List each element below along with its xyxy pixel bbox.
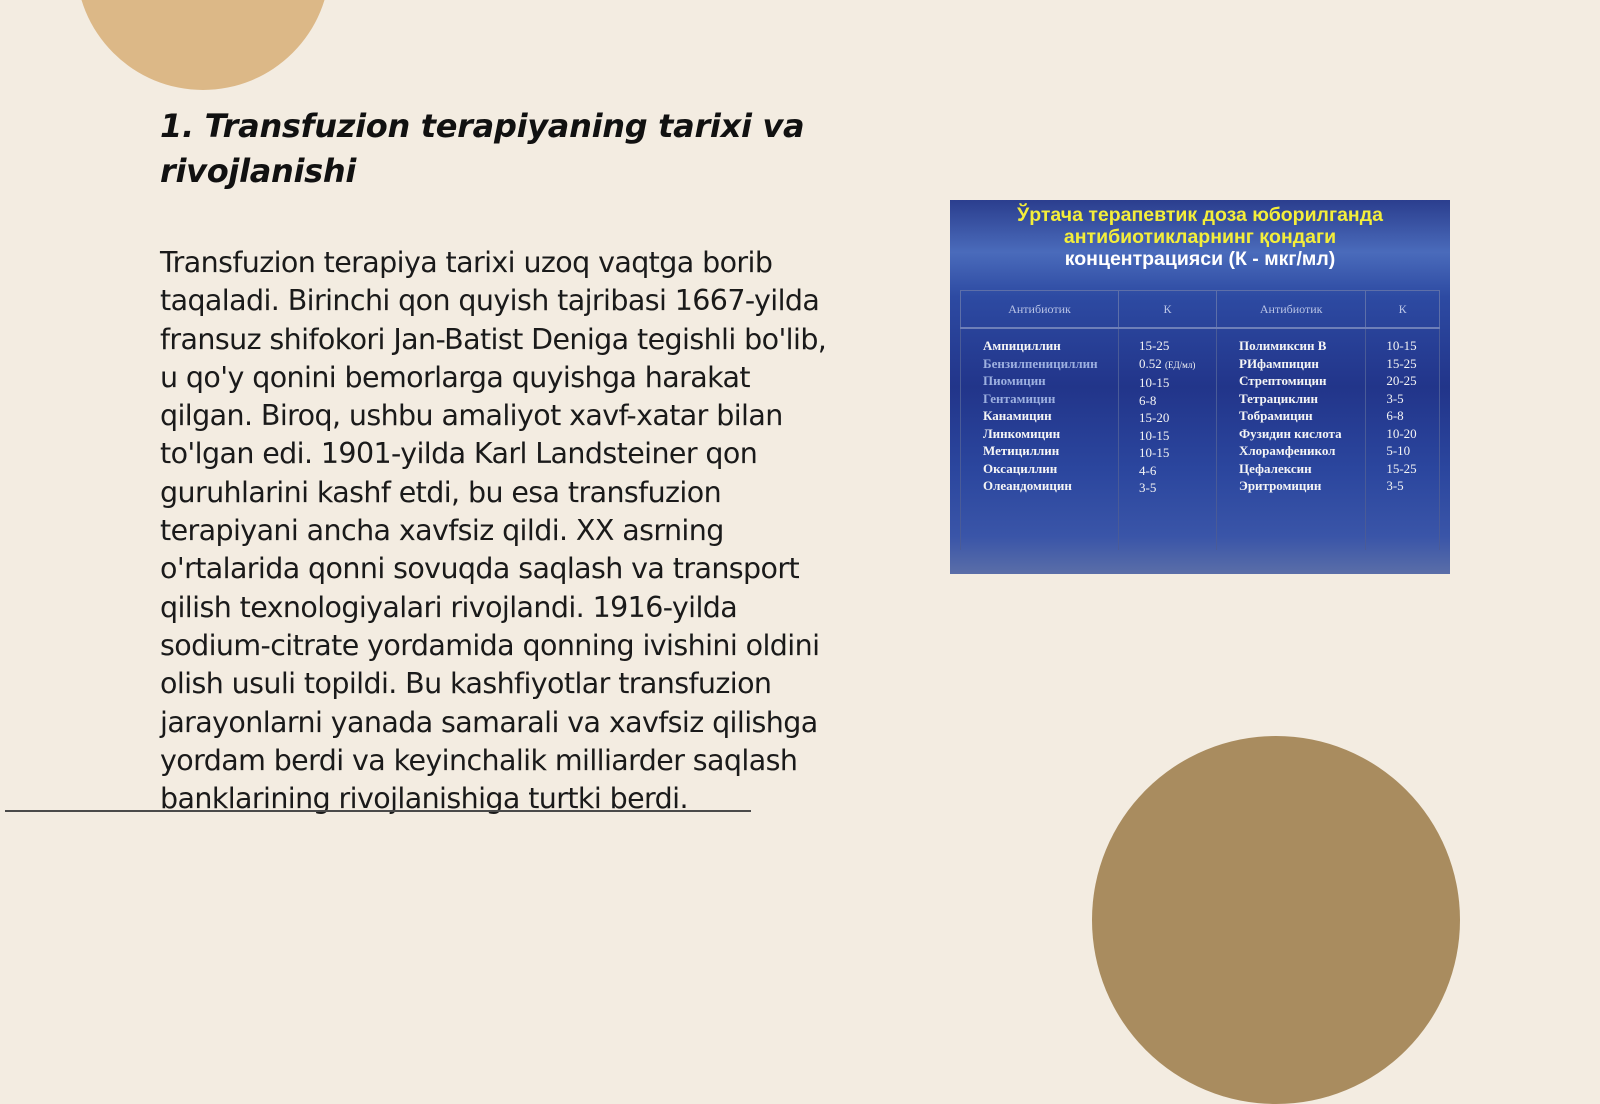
k-unit: (ЕД/мл) bbox=[1165, 359, 1196, 370]
k-value: 10-15 bbox=[1139, 375, 1170, 390]
k-value: 3-5 bbox=[1386, 478, 1404, 493]
drug-name: Канамицин bbox=[983, 408, 1052, 423]
k-value: 0.52 bbox=[1139, 355, 1162, 371]
header-antibiotic-right: Антибиотик bbox=[1217, 291, 1366, 329]
table-row bbox=[961, 328, 1440, 550]
drug-name: Хлорамфеникол bbox=[1239, 443, 1336, 458]
k-value: 5-10 bbox=[1386, 443, 1411, 458]
drug-name: Тетрациклин bbox=[1239, 390, 1318, 406]
k-value: 3-5 bbox=[1386, 390, 1404, 406]
header-k-left: К bbox=[1119, 291, 1217, 329]
drug-name: Стрептомицин bbox=[1239, 373, 1327, 388]
k-value-with-unit bbox=[1139, 355, 1210, 375]
k-value: 6-8 bbox=[1386, 408, 1404, 423]
k-value: 20-25 bbox=[1386, 373, 1417, 388]
figure-heading bbox=[950, 204, 1450, 270]
drug-name: Тобрамицин bbox=[1239, 408, 1313, 423]
k-value: 15-25 bbox=[1386, 355, 1417, 371]
slide-title: 1. Transfuzion terapiyaning tarixi va rivojlanishi bbox=[160, 107, 805, 190]
table-header-row bbox=[961, 291, 1440, 329]
drug-name: Ампициллин bbox=[983, 338, 1061, 353]
horizontal-divider bbox=[5, 810, 751, 812]
drug-name: Пиомицин bbox=[983, 373, 1046, 388]
drug-name: Фузидин кислота bbox=[1239, 425, 1342, 441]
slide-body-text: Transfuzion terapiya tarixi uzoq vaqtga borib taqaladi. Birinchi qon quyish tajribasi 1667-yilda fransuz shifokori Jan-Batist Deniga tegishli bo'lib, u qo'y qonini bemorlarga quyishga harakat qilgan. Biroq, ushbu amaliyot xavf-xatar bilan to'lgan edi. 1901-yilda Karl Landsteiner qon guruhlarini kashf etdi, bu esa transfuzion terapiyani ancha xavfsiz qildi. XX asrning o'rtalarida qonni sovuqda saqlash va transport qilish texnologiyalari rivojlandi. 1916-yilda sodium-citrate yordamida qonning ivishini oldini olish usuli topildi. Bu kashfiyotlar transfuzion jarayonlarni yanada samarali va xavfsiz qilishga yordam berdi va keyinchalik milliarder saqlash banklarining rivojlanishiga turtki berdi. bbox=[160, 246, 827, 816]
figure-heading-line-1: Ўртача терапевтик доза юборилганда bbox=[1017, 204, 1383, 226]
right-drug-column bbox=[1217, 328, 1366, 550]
drug-name: Гентамицин bbox=[983, 390, 1056, 406]
decorative-circle-bottom bbox=[1092, 736, 1460, 1104]
figure-heading-line-2: антибиотикларнинг қондаги bbox=[1063, 226, 1337, 248]
header-antibiotic-left: Антибиотик bbox=[961, 291, 1119, 329]
drug-name: Бензилпенициллин bbox=[983, 355, 1098, 371]
left-k-column bbox=[1119, 328, 1217, 550]
k-value: 10-15 bbox=[1139, 445, 1170, 460]
k-value: 10-15 bbox=[1386, 338, 1417, 353]
drug-name: Эритромицин bbox=[1239, 478, 1322, 493]
drug-name: Метициллин bbox=[983, 443, 1060, 458]
right-k-column bbox=[1366, 328, 1440, 550]
k-value: 15-20 bbox=[1139, 410, 1170, 425]
header-k-right: К bbox=[1366, 291, 1440, 329]
drug-name: Олеандомицин bbox=[983, 478, 1072, 493]
k-value: 6-8 bbox=[1139, 392, 1157, 408]
drug-name: Цефалексин bbox=[1239, 460, 1312, 476]
left-drug-column bbox=[961, 328, 1119, 550]
k-value: 3-5 bbox=[1139, 480, 1157, 495]
drug-name: Полимиксин В bbox=[1239, 338, 1327, 353]
figure-heading-line-3: концентрацияси (К - мкг/мл) bbox=[1064, 248, 1336, 270]
drug-name: РИфампицин bbox=[1239, 355, 1319, 371]
antibiotic-concentration-image bbox=[950, 200, 1450, 574]
k-value: 10-20 bbox=[1386, 425, 1417, 441]
drug-name: Оксациллин bbox=[983, 460, 1058, 476]
decorative-circle-top bbox=[76, 0, 330, 90]
drug-name: Линкомицин bbox=[983, 425, 1061, 441]
k-value: 4-6 bbox=[1139, 462, 1157, 478]
antibiotic-table bbox=[960, 290, 1440, 550]
k-value: 15-25 bbox=[1386, 460, 1417, 476]
k-value: 10-15 bbox=[1139, 427, 1170, 443]
k-value: 15-25 bbox=[1139, 338, 1170, 353]
